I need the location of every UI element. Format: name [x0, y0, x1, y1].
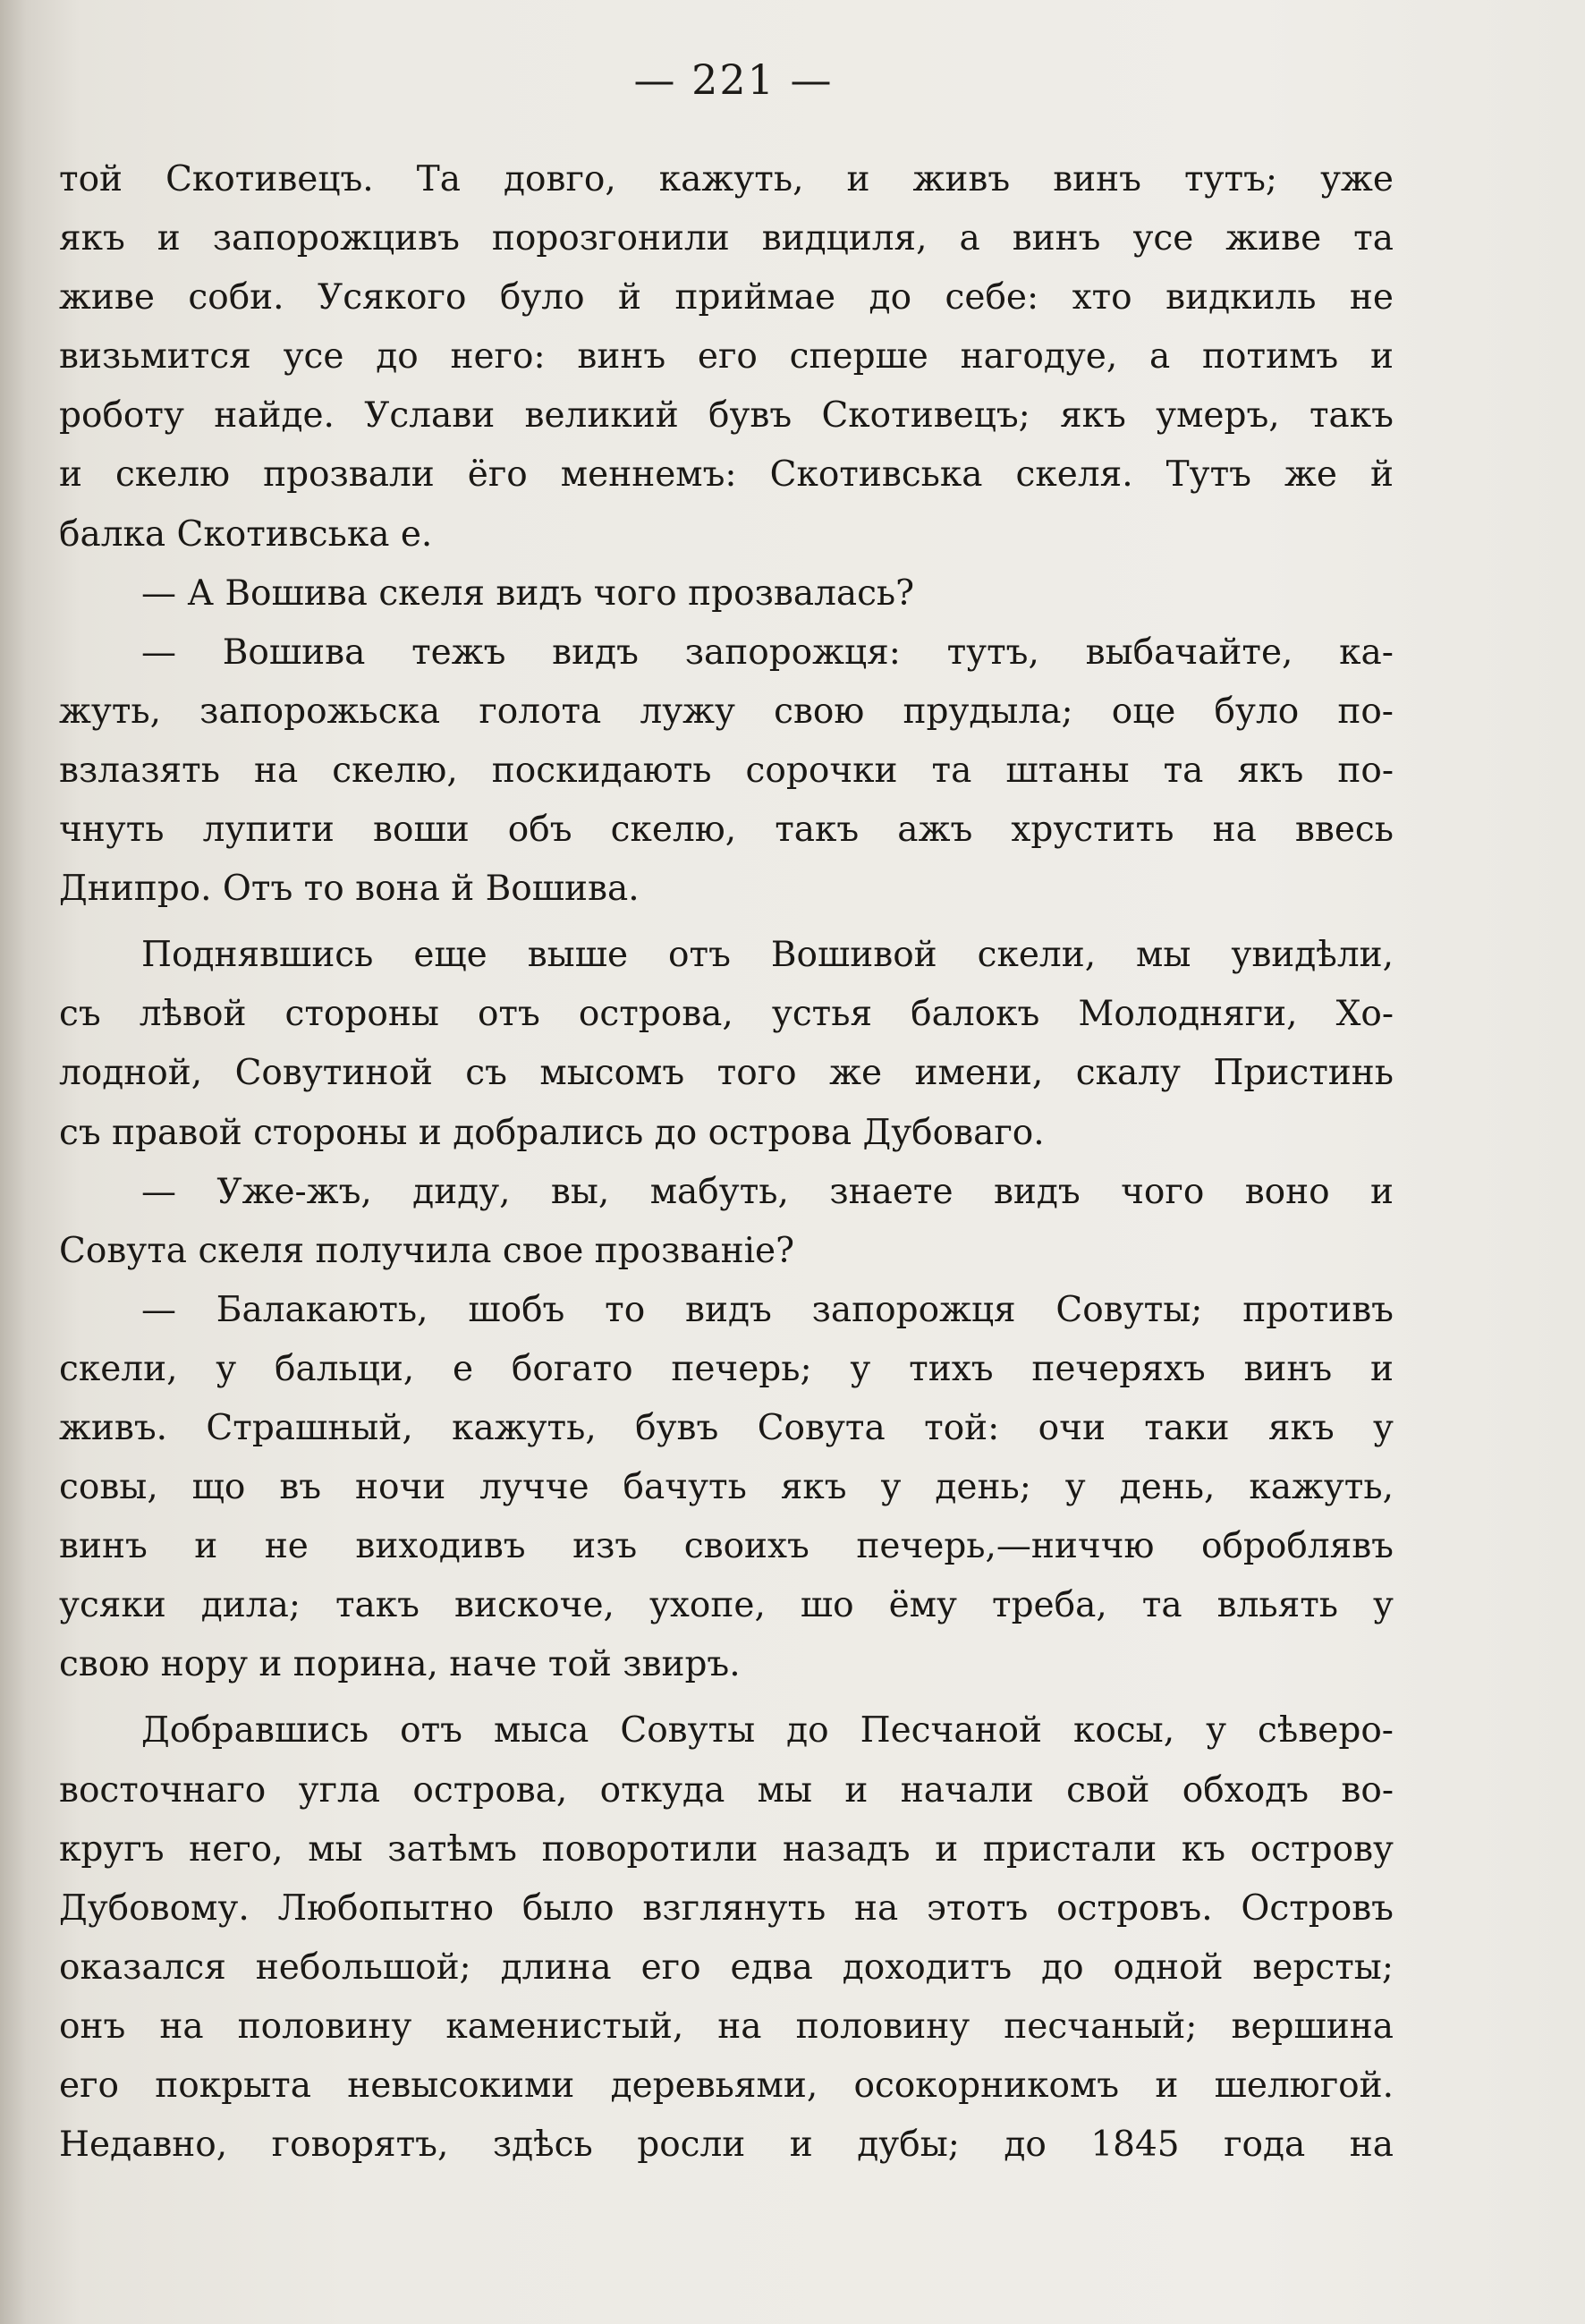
text-line: восточнаго угла острова, откуда мы и начали свой обходъ во-	[59, 1769, 1394, 1811]
text-line: совы, що въ ночи лучче бачуть якъ у день; у день, кажуть,	[59, 1467, 1394, 1508]
text-line: Поднявшись еще выше отъ Вошивой скели, мы увидѣли,	[141, 935, 1394, 976]
text-line: винъ и не виходивъ изъ своихъ печерь,—ниччю оброблявъ	[59, 1526, 1394, 1567]
text-line: свою нору и порина, наче той звиръ.	[59, 1644, 741, 1685]
text-line: якъ и запорожцивъ порозгонили видциля, а винъ усе живе та	[59, 218, 1394, 259]
text-line: — А Вошива скеля видъ чого прозвалась?	[141, 573, 915, 614]
text-line: чнуть лупити воши объ скелю, такъ ажъ хрустить на ввесь	[59, 810, 1394, 851]
text-line: роботу найде. Услави великий бувъ Скотивецъ; якъ умеръ, такъ	[59, 395, 1394, 437]
body-text	[59, 150, 1394, 2175]
text-line: Дубовому. Любопытно было взглянуть на этотъ островъ. Островъ	[59, 1887, 1394, 1929]
text-line: Добравшись отъ мыса Совуты до Песчаной косы, у сѣверо-	[141, 1710, 1394, 1751]
text-line: его покрыта невысокими деревьями, осокорникомъ и шелюгой.	[59, 2065, 1394, 2106]
text-line: Совута скеля получила свое прозваніе?	[59, 1230, 795, 1271]
page-number: — 221 —	[633, 55, 834, 104]
text-line: живе соби. Усякого було й приймае до себе: хто видкиль не	[59, 277, 1394, 318]
text-line: и скелю прозвали ёго меннемъ: Скотивська скеля. Тутъ же й	[59, 454, 1394, 496]
text-line: визьмится усе до него: винъ его сперше нагодуе, а потимъ и	[59, 336, 1394, 377]
text-line: оказался небольшой; длина его едва доходитъ до одной версты;	[59, 1947, 1394, 1988]
text-line: балка Скотивська е.	[59, 513, 433, 555]
text-line: — Вошива тежъ видъ запорожця: тутъ, выбачайте, ка-	[141, 632, 1394, 673]
text-line: — Уже-жъ, диду, вы, мабуть, знаете видъ чого воно и	[141, 1171, 1394, 1212]
text-line: живъ. Страшный, кажуть, бувъ Совута той: очи таки якъ у	[59, 1407, 1394, 1448]
text-line: взлазять на скелю, поскидають сорочки та штаны та якъ по-	[59, 750, 1394, 791]
text-line: Недавно, говорятъ, здѣсь росли и дубы; до 1845 года на	[59, 2125, 1394, 2166]
text-line: съ лѣвой стороны отъ острова, устья балокъ Молодняги, Хо-	[59, 994, 1394, 1035]
text-line: жуть, запорожьска голота лужу свою прудыла; оце було по-	[59, 691, 1394, 732]
text-line: лодной, Совутиной съ мысомъ того же имени, скалу Пристинь	[59, 1053, 1394, 1094]
text-line: усяки дила; такъ вискоче, ухопе, шо ёму треба, та вльять у	[59, 1585, 1394, 1626]
text-line: съ правой стороны и добрались до острова Дубоваго.	[59, 1112, 1045, 1153]
text-line: — Балакають, шобъ то видъ запорожця Совуты; противъ	[141, 1289, 1394, 1330]
text-line: кругъ него, мы затѣмъ поворотили назадъ и пристали къ острову	[59, 1828, 1394, 1870]
text-line: скели, у бальци, е богато печерь; у тихъ печеряхъ винъ и	[59, 1348, 1394, 1389]
text-line: онъ на половину каменистый, на половину песчаный; вершина	[59, 2006, 1394, 2047]
text-line: Днипро. Отъ то вона й Вошива.	[59, 869, 640, 910]
text-line: той Скотивецъ. Та довго, кажуть, и живъ винъ тутъ; уже	[59, 159, 1394, 199]
